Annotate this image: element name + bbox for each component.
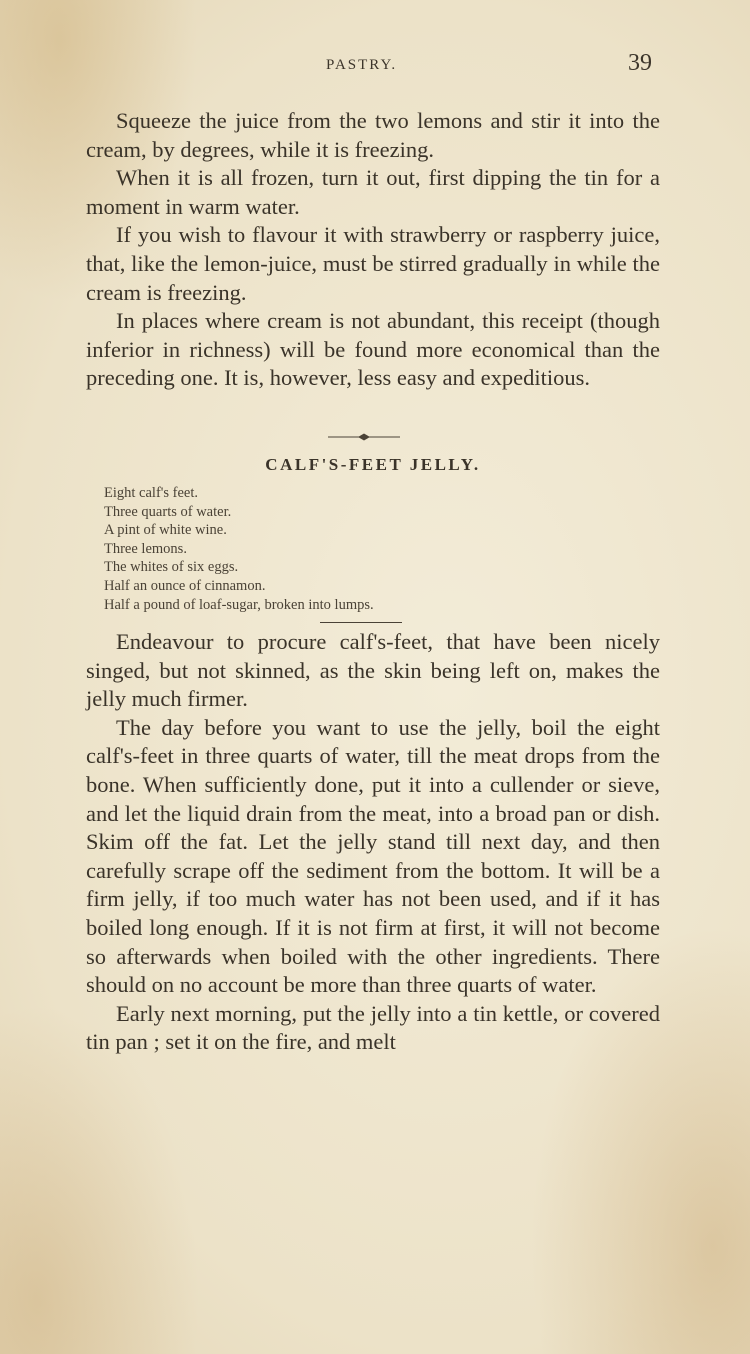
ingredient-list xyxy=(104,484,374,614)
section-divider xyxy=(320,622,402,623)
paragraph: The day before you want to use the jelly, boil the eight calf's-feet in three quarts of water, till the meat drops from the bone. When sufficiently done, put it into a cullender or sieve, and let the liquid drain from the meat, into a broad pan or dish. Skim off the fat. Let the jelly stand till next day, and then carefully scrape off the sediment from the bottom. It will be a firm jelly, if too much water has not been used, and if it has boiled long enough. If it is not firm at first, it will not become so afterwards when boiled with the other ingredients. There should on no account be more than three quarts of water. xyxy=(86,714,660,998)
running-head: PASTRY. xyxy=(326,57,398,73)
top-text-block xyxy=(86,107,660,393)
paragraph: Early next morning, put the jelly into a tin kettle, or covered tin pan ; set it on the fire, and melt xyxy=(86,1000,660,1055)
paragraph: In places where cream is not abundant, this receipt (though inferior in richness) will be found more economical than the preceding one. It is, however, less easy and expeditious. xyxy=(86,308,660,391)
ingredient-item: Eight calf's feet. xyxy=(104,485,199,501)
ingredient-item: The whites of six eggs. xyxy=(104,559,239,576)
ingredient-item: Half a pound of loaf-sugar, broken into lumps. xyxy=(104,596,374,613)
bottom-text-block xyxy=(86,628,660,1057)
section-ornament xyxy=(328,432,400,442)
ingredient-item: Half an ounce of cinnamon. xyxy=(104,577,266,594)
page-number: 39 xyxy=(628,50,652,76)
paragraph: Endeavour to procure calf's-feet, that have been nicely singed, but not skinned, as the skin being left on, makes the jelly much firmer. xyxy=(86,629,660,712)
paragraph: If you wish to flavour it with strawberry or raspberry juice, that, like the lemon-juice, must be stirred gradually in while the cream is freezing. xyxy=(86,222,660,305)
recipe-title: CALF'S-FEET JELLY. xyxy=(265,455,481,474)
paragraph: Squeeze the juice from the two lemons and stir it into the cream, by degrees, while it is freezing. xyxy=(86,108,660,162)
ingredient-item: Three lemons. xyxy=(104,540,187,557)
ingredient-item: A pint of white wine. xyxy=(104,522,227,539)
paragraph: When it is all frozen, turn it out, first dipping the tin for a moment in warm water. xyxy=(86,165,660,219)
ingredient-item: Three quarts of water. xyxy=(104,503,232,520)
